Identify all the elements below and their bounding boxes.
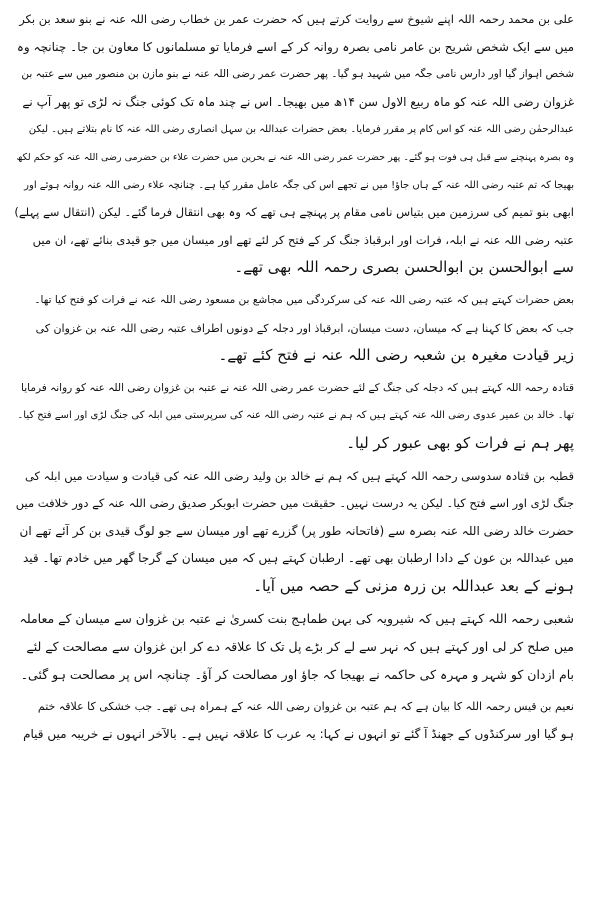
text-line: علی بن محمد رحمہ اللہ اپنے شیوخ سے روایت کرتے ہیں کہ حضرت عمر بن خطاب رضی اللہ عنہ نے بنو سعد بن بکر	[19, 12, 574, 26]
text-line: شخص اہواز گیا اور دارس نامی جگہ میں شہید ہو گیا۔ پھر حضرت عمر رضی اللہ عنہ نے بنو مازن بن منصور میں سے عتبہ بن	[21, 68, 574, 81]
text-line: عبدالرحمٰن رضی اللہ عنہ کو اس کام پر مقرر فرمایا۔ بعض حضرات عبداللہ بن سہل انصاری رضی اللہ عنہ کا نام بتلاتے ہیں۔ لیکن	[28, 124, 574, 136]
text-line: نعیم بن قیس رحمہ اللہ کا بیان ہے کہ ہم عتبہ بن غزوان رضی اللہ عنہ کے ہمراہ ہی تھے۔ جب خشکی کا علاقہ ختم	[37, 700, 574, 714]
paragraph	[14, 375, 574, 458]
text-line: پھر ہم نے فرات کو بھی عبور کر لیا۔	[346, 433, 574, 452]
paragraph	[14, 693, 574, 748]
text-line: قتادہ رحمہ اللہ کہتے ہیں کہ دجلہ کی جنگ کے لئے حضرت عمر رضی اللہ عنہ نے عتبہ بن غزوان رضی اللہ عنہ کو روانہ فرمایا	[21, 381, 574, 394]
text-line: وہ بصرہ پہنچنے سے قبل ہی فوت ہو گئے۔ پھر حضرت عمر رضی اللہ عنہ نے بحرین میں حضرت علاء بن حضرمی رضی اللہ عنہ کو حکم لکھ	[16, 151, 574, 163]
text-line: سے ابوالحسن بن ابوالحسن بصری رحمہ اللہ بھی تھے۔	[234, 258, 574, 277]
text-line: قطبہ بن قتادہ سدوسی رحمہ اللہ کہتے ہیں کہ ہم نے خالد بن ولید رضی اللہ عنہ کی قیادت و سیادت میں ابلہ کی	[24, 468, 574, 483]
text-line: حضرت خالد رضی اللہ عنہ بصرہ سے (فاتحانہ طور پر) گزرے تھے اور میسان سے جو لوگ قیدی بن کر آئے تھے ان	[19, 523, 574, 538]
text-line: جنگ لڑی اور اسے فتح کیا۔ لیکن یہ درست نہیں۔ حقیقت میں حضرت ابوبکر صدیق رضی اللہ عنہ کے دور خلافت میں	[15, 496, 574, 511]
paragraph	[14, 287, 574, 370]
text-line: بھیجا کہ تم عتبہ رضی اللہ عنہ کے ہاں جاؤ! میں نے تجھے اس کی جگہ عامل مقرر کیا ہے۔ چنانچہ علاء رضی اللہ عنہ روانہ ہوئے اور	[24, 179, 574, 191]
text-line: غزوان رضی اللہ عنہ کو ماہ ربیع الاول سن ۱۴ھ میں بھیجا۔ اس نے چند ماہ تک کوئی جنگ نہ لڑی تو پھر آپ نے	[22, 94, 574, 109]
text-line: شعبی رحمہ اللہ کہتے ہیں کہ شیرویہ کی بہن طماہج بنت کسریٰ نے عتبہ بن غزوان سے میسان کے معاملہ	[19, 611, 574, 627]
text-line: عتبہ رضی اللہ عنہ نے ابلہ، فرات اور ابرقباذ جنگ کر کے فتح کر لئے تھے اور میسان میں جو قیدی بنائے تھے، ان میں	[32, 232, 574, 247]
text-line: جب کہ بعض کا کہنا ہے کہ میسان، دست میسان، ابرقباذ اور دجلہ کے دونوں اطراف عتبہ رضی اللہ عنہ بن غزوان کی	[35, 321, 574, 335]
text-line: میں صلح کر لی اور کہتے ہیں کہ نہر سے لے کر بڑے پل تک کا علاقہ دے کر ابن غزوان سے مصالحت کے لئے	[26, 639, 574, 655]
text-line: بعض حضرات کہتے ہیں کہ عتبہ رضی اللہ عنہ کی سرکردگی میں مجاشع بن مسعود رضی اللہ عنہ نے فرات کو فتح کیا تھا۔	[34, 293, 574, 306]
paragraph	[14, 6, 574, 282]
paragraph	[14, 605, 574, 688]
text-line: ابھی بنو تمیم کی سرزمین میں بتیاس نامی مقام پر پہنچے ہی تھے کہ وہ بھی انتقال فرما گئے۔ لیکن (انتقال سے پہلے)	[14, 205, 574, 220]
paragraph	[14, 463, 574, 601]
text-line: زیر قیادت مغیرہ بن شعبہ رضی اللہ عنہ نے فتح کئے تھے۔	[218, 346, 574, 365]
text-line: ہو گیا اور سرکنڈوں کے جھنڈ آ گئے تو انہوں نے کہا: یہ عرب کا علاقہ نہیں ہے۔ بالآخر انہوں نے خریبہ میں قیام	[23, 726, 574, 741]
text-line: بام ازدان کو شہر و مہرہ کی حاکمہ نے بھیجا کہ جاؤ اور مصالحت کر آؤ۔ چنانچہ اس پر مصالحت ہو گئی۔	[20, 666, 574, 682]
text-line: میں سے ایک شخص شریح بن عامر نامی بصرہ روانہ کر کے اسے فرمایا تو مسلمانوں کا معاون بن جا۔ چنانچہ وہ	[16, 39, 574, 54]
text-line: ہونے کے بعد عبداللہ بن زرہ مزنی کے حصہ میں آیا۔	[253, 576, 574, 595]
text-line: میں عبداللہ بن عون کے دادا ارطبان بھی تھے۔ ارطبان کہتے ہیں کہ میں میسان کے گرجا گھر میں خادم تھا۔ قید	[22, 551, 574, 566]
text-line: تھا۔ خالد بن عمیر عدوی رضی اللہ عنہ کہتے ہیں کہ ہم نے عتبہ رضی اللہ عنہ کی سرپرستی میں ابلہ کی جنگ لڑی اور اسے فتح کیا۔	[17, 410, 574, 422]
